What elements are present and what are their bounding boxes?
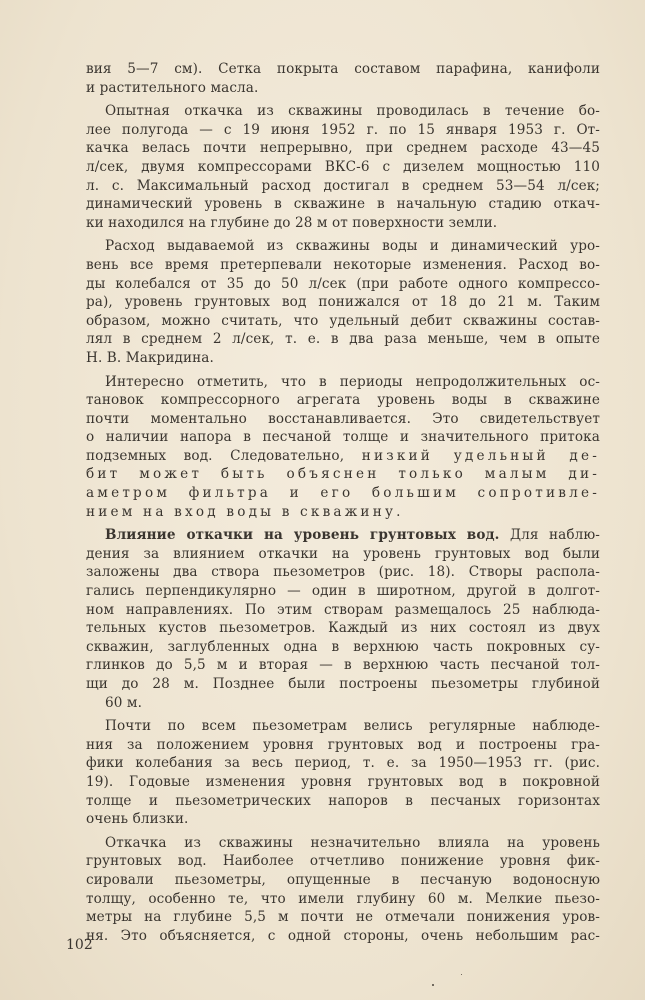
text-line: гались перпендикулярно — один в широтном, другой в долгот- (86, 583, 600, 600)
spaced-emphasis: низкий удельный де- (361, 447, 600, 464)
text-line: ра), уровень грунтовых вод понижался от 18 до 21 м. Таким (86, 294, 600, 311)
text-run: подземных вод. Следовательно, (86, 447, 362, 464)
text-line (86, 447, 600, 466)
text-line: ки находился на глубине до 28 м от поверхности земли. (86, 214, 498, 231)
body-text (86, 60, 600, 950)
page-number: 102 (66, 937, 93, 953)
text-line: л. с. Максимальный расход достигал в среднем 53—54 л/сек; (86, 177, 600, 194)
text-line: дения за влиянием откачки на уровень грунтовых вод были (86, 545, 600, 562)
paragraph-1 (86, 60, 600, 97)
text-line: Н. В. Макридина. (86, 349, 214, 366)
text-line: почти моментально восстанавливается. Это свидетельствует (86, 410, 600, 427)
section-heading: Влияние откачки на уровень грунтовых вод. (105, 527, 500, 544)
text-line: ном направлениях. По этим створам размещалось 25 наблюда- (86, 601, 600, 618)
text-line (86, 526, 600, 545)
text-line: Интересно отметить, что в периоды непродолжительных ос- (105, 373, 600, 390)
print-speck (461, 974, 462, 975)
paragraph-3 (86, 237, 600, 367)
text-line: ды колебался от 35 до 50 л/сек (при работе одного компрессо- (86, 275, 600, 292)
text-line: аметром фильтра и его большим сопротивле- (86, 485, 600, 502)
text-line: тельных кустов пьезометров. Каждый из них состоял из двух (86, 620, 600, 637)
text-line: 19). Годовые изменения уровня грунтовых вод в покровной (86, 773, 600, 790)
paragraph-4 (86, 373, 600, 522)
text-line: скважин, заглубленных одна в верхнюю часть покровных су- (86, 638, 600, 655)
text-line: 60 м. (105, 694, 143, 711)
text-line: грунтовых вод. Наиболее отчетливо понижение уровня фик- (86, 853, 600, 870)
text-line: ния за положением уровня грунтовых вод и построены гра- (86, 736, 600, 753)
text-line: образом, можно считать, что удельный дебит скважины состав- (86, 312, 600, 329)
text-line: вень все время претерпевали некоторые изменения. Расход во- (86, 256, 600, 273)
text-line: фики колебания за весь период, т. е. за 1950—1953 гг. (рис. (86, 755, 600, 772)
text-line: толще и пьезометрических напоров в песчаных горизонтах (86, 792, 600, 809)
text-line: о наличии напора в песчаной толще и значительного притока (86, 429, 600, 446)
text-line: Опытная откачка из скважины проводилась в течение бо- (105, 103, 600, 120)
text-line: метры на глубине 5,5 м почти не отмечали понижения уров- (86, 909, 600, 926)
paragraph-6 (86, 717, 600, 829)
paragraph-5 (86, 526, 600, 712)
text-line: глинков до 5,5 м и вторая — в верхнюю часть песчаной тол- (86, 657, 600, 674)
text-line: щи до 28 м. Позднее были построены пьезометры глубиной (86, 676, 600, 692)
text-line: качка велась почти непрерывно, при среднем расходе 43—45 (86, 140, 600, 157)
text-line: л/сек, двумя компрессорами ВКС-6 с дизелем мощностью 110 (86, 158, 600, 175)
text-line: ня. Это объясняется, с одной стороны, очень небольшим рас- (86, 927, 600, 944)
text-line: бит может быть объяснен только малым ди- (86, 466, 600, 483)
text-line: очень близки. (86, 811, 189, 828)
text-line: заложены два створа пьезометров (рис. 18). Створы распола- (86, 564, 600, 581)
text-line: нием на вход воды в скважину. (86, 503, 404, 520)
text-line: Почти по всем пьезометрам велись регулярные наблюде- (105, 718, 600, 735)
text-line: лее полугода — с 19 июня 1952 г. по 15 января 1953 г. От- (86, 121, 600, 138)
paragraph-7 (86, 834, 600, 946)
text-run: Для наблю- (499, 527, 600, 544)
text-line: тановок компрессорного агрегата уровень воды в скважине (86, 392, 600, 409)
text-line: сировали пьезометры, опущенные в песчаную водоносную (86, 871, 600, 888)
text-line: вия 5—7 см). Сетка покрыта составом парафина, канифоли (86, 61, 600, 77)
text-line: толщу, особенно те, что имели глубину 60 м. Мелкие пьезо- (86, 890, 600, 907)
text-line: и растительного масла. (86, 79, 259, 96)
text-line: лял в среднем 2 л/сек, т. е. в два раза меньше, чем в опыте (86, 331, 600, 348)
text-line: Расход выдаваемой из скважины воды и динамический уро- (105, 238, 600, 255)
text-line: Откачка из скважины незначительно влияла на уровень (105, 834, 600, 851)
text-line: динамический уровень в скважине в начальную стадию откач- (86, 196, 600, 213)
print-speck (432, 984, 434, 986)
paragraph-2 (86, 102, 600, 232)
